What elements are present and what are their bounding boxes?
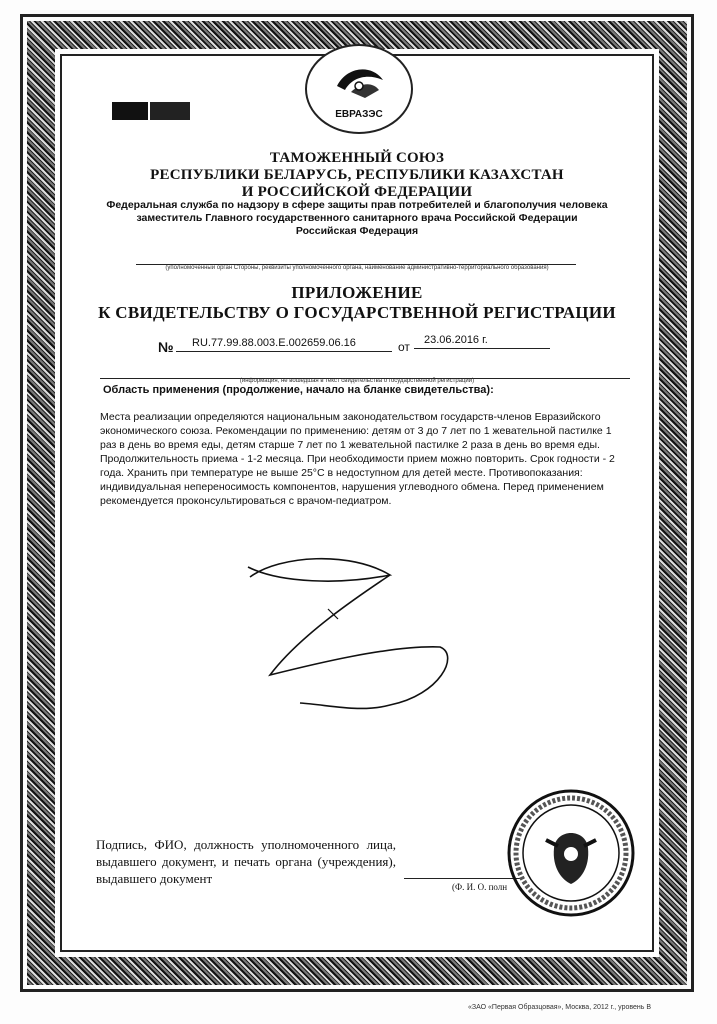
eurasec-emblem [305, 44, 413, 134]
title-line-1: ПРИЛОЖЕНИЕ [291, 283, 423, 302]
area-text: Места реализации определяются национальным законодательством государств-членов Евразийского экономического союза. Рекомендации по применению: детям от 3 до 7 лет по 1 жевательной пастилке 1 раз в день во время еды, детям старше 7 лет по 1 жевательной пастилке 2 раза в день во время еды. Продолжительность приема - 1-2 месяца. При необходимости прием можно повторить. Срок годности - 2 года. Хранить при температуре не выше 25°С в недоступном для детей месте. Противопоказания: индивидуальная непереносимость компонентов, нарушения углеводного обмена. Перед применением рекомендуется проконсультироваться с врачом-педиатром. [100, 411, 615, 507]
official-seal-stamp [506, 788, 636, 918]
handwritten-z-line [240, 555, 460, 715]
flag-mark [98, 72, 208, 122]
date-underline [414, 348, 550, 349]
org-caption: (уполномоченный орган Стороны, реквизиты уполномоченного органа, наименование административно-территориального образования) [165, 265, 549, 271]
header-line-1: ТАМОЖЕННЫЙ СОЮЗ [269, 150, 445, 166]
fio-caption: (Ф. И. О. полн [452, 882, 508, 892]
header-line-3: И РОССИЙСКОЙ ФЕДЕРАЦИИ [241, 184, 473, 200]
org-line-2: заместитель Главного государственного санитарного врача Российской Федерации [136, 212, 578, 224]
flag-stripe-1 [112, 102, 148, 120]
org-line-3: Российская Федерация [295, 225, 419, 237]
flag-stripe-2 [150, 102, 190, 120]
area-title: Область применения (продолжение, начало на бланке свидетельства): [103, 384, 494, 396]
emblem-label: ЕВРАЗЭС [335, 109, 383, 120]
info-caption: (информация, не вошедшая в текст свидетельства о государственной регистрации) [239, 378, 475, 384]
date-label: от [398, 340, 410, 354]
number-underline [176, 351, 392, 352]
org-line-1: Федеральная служба по надзору в сфере защиты прав потребителей и благополучия человека [106, 199, 608, 211]
signature-caption: Подпись, ФИО, должность уполномоченного лица, выдавшего документ, и печать органа (учреждения), выдавшего документ [96, 837, 396, 886]
title-line-2: К СВИДЕТЕЛЬСТВУ О ГОСУДАРСТВЕННОЙ РЕГИСТРАЦИИ [98, 303, 616, 322]
registration-number: RU.77.99.88.003.E.002659.06.16 [192, 337, 356, 349]
header-line-2: РЕСПУБЛИКИ БЕЛАРУСЬ, РЕСПУБЛИКИ КАЗАХСТАН [150, 167, 564, 183]
registration-date: 23.06.2016 г. [424, 334, 488, 346]
footer-imprint: «ЗАО «Первая Образцовая», Москва, 2012 г., уровень В [468, 1004, 652, 1011]
number-label: № [158, 339, 174, 355]
